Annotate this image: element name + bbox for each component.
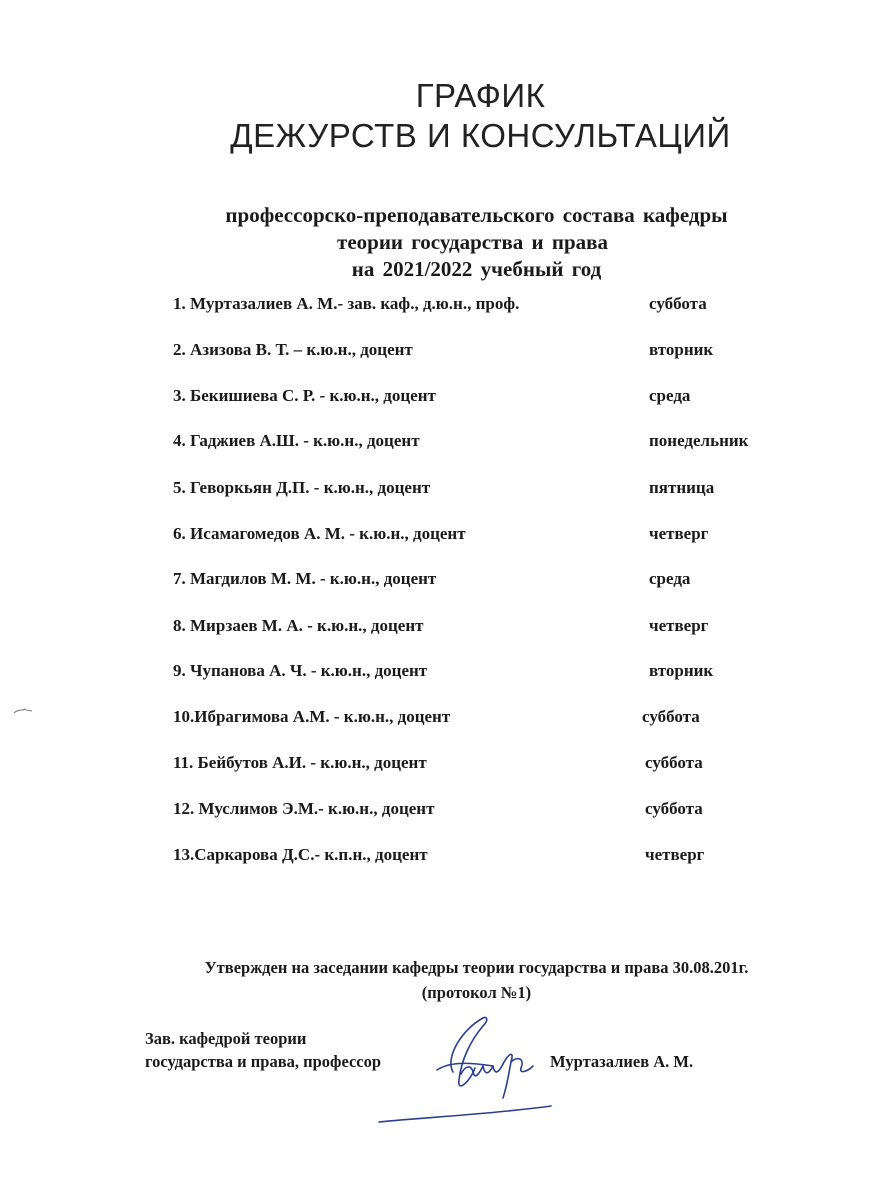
schedule-row-day: пятница: [649, 478, 715, 497]
schedule-row-name: 11. Бейбутов А.И. - к.ю.н., доцент: [173, 753, 427, 772]
schedule-row-day: среда: [649, 386, 691, 405]
schedule-row-name: 1. Муртазалиев А. М.- зав. каф., д.ю.н., проф.: [173, 294, 520, 313]
schedule-row-day: вторник: [649, 340, 714, 359]
schedule-row-name: 3. Бекишиева С. Р. - к.ю.н., доцент: [173, 386, 436, 405]
document-title-line1: ГРАФИК: [415, 77, 546, 114]
schedule-row-name: 4. Гаджиев А.Ш. - к.ю.н., доцент: [173, 431, 420, 450]
document-title-line2: ДЕЖУРСТВ И КОНСУЛЬТАЦИЙ: [230, 117, 731, 154]
schedule-row-name: 13.Саркарова Д.С.- к.п.н., доцент: [173, 845, 428, 864]
schedule-row-name: 8. Мирзаев М. А. - к.ю.н., доцент: [173, 616, 424, 635]
schedule-row: [173, 616, 813, 640]
approval-statement: Утвержден на заседании кафедры теории государства и права 30.08.201г.: [204, 958, 749, 977]
scan-speck-mark: [12, 707, 36, 715]
schedule-row-day: суббота: [645, 753, 703, 772]
schedule-row: [173, 478, 813, 502]
schedule-row: [173, 845, 813, 869]
schedule-row-day: понедельник: [649, 431, 749, 450]
schedule-row-name: 12. Муслимов Э.М.- к.ю.н., доцент: [173, 799, 435, 818]
schedule-row: [173, 524, 813, 548]
subtitle-line2: теории государства и права: [337, 230, 608, 254]
schedule-row: [173, 294, 813, 318]
schedule-row: [173, 707, 813, 731]
schedule-row-name: 2. Азизова В. Т. – к.ю.н., доцент: [173, 340, 413, 359]
schedule-row-day: суббота: [642, 707, 700, 726]
chair-title-line2: государства и права, профессор: [145, 1052, 382, 1071]
schedule-row-name: 10.Ибрагимова А.М. - к.ю.н., доцент: [173, 707, 451, 726]
schedule-row: [173, 431, 813, 455]
schedule-row-day: четверг: [645, 845, 705, 864]
schedule-row-day: четверг: [649, 616, 709, 635]
schedule-row: [173, 661, 813, 685]
schedule-row: [173, 386, 813, 410]
schedule-row-name: 6. Исамагомедов А. М. - к.ю.н., доцент: [173, 524, 466, 543]
subtitle-line3: на 2021/2022 учебный год: [351, 257, 602, 281]
schedule-row-day: суббота: [645, 799, 703, 818]
handwritten-signature: [375, 1010, 555, 1130]
schedule-row-day: суббота: [649, 294, 707, 313]
subtitle-line1: профессорско-преподавательского состава кафедры: [225, 203, 728, 227]
schedule-row-name: 5. Геворкьян Д.П. - к.ю.н., доцент: [173, 478, 431, 497]
schedule-row: [173, 340, 813, 364]
schedule-row-name: 7. Магдилов М. М. - к.ю.н., доцент: [173, 569, 437, 588]
schedule-row-day: вторник: [649, 661, 714, 680]
chair-title-line1: Зав. кафедрой теории: [145, 1029, 307, 1048]
schedule-row-day: четверг: [649, 524, 709, 543]
schedule-row: [173, 753, 813, 777]
schedule-row-name: 9. Чупанова А. Ч. - к.ю.н., доцент: [173, 661, 428, 680]
chair-name: Муртазалиев А. М.: [550, 1052, 694, 1071]
protocol-number: (протокол №1): [421, 983, 532, 1002]
schedule-row: [173, 569, 813, 593]
schedule-row: [173, 799, 813, 823]
schedule-row-day: среда: [649, 569, 691, 588]
